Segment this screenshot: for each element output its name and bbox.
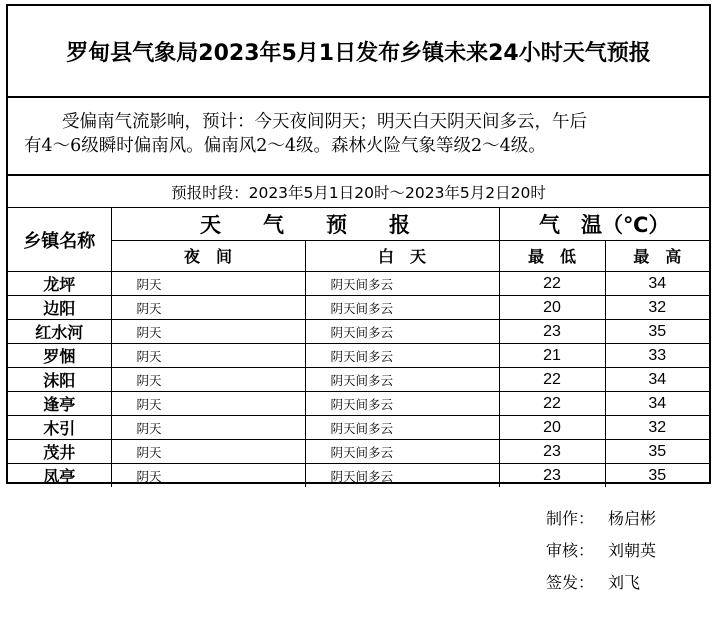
high-temp-cell: 33	[605, 344, 709, 368]
table-row	[8, 320, 709, 344]
forecast-table	[8, 207, 709, 487]
table-row	[8, 440, 709, 464]
signature-made	[546, 506, 656, 529]
night-weather-cell: 阴天	[111, 344, 305, 368]
night-weather-cell: 阴天	[111, 392, 305, 416]
day-weather-cell: 阴天间多云	[305, 464, 499, 488]
table-row	[8, 272, 709, 296]
high-temp-cell: 32	[605, 296, 709, 320]
high-temp-cell: 35	[605, 464, 709, 488]
signature-issue	[546, 570, 640, 593]
header-day: 白 天	[305, 240, 499, 272]
town-cell: 茂井	[8, 440, 111, 464]
table-row	[8, 296, 709, 320]
day-weather-cell: 阴天间多云	[305, 272, 499, 296]
night-weather-cell: 阴天	[111, 416, 305, 440]
header-high: 最 高	[605, 240, 709, 272]
day-weather-cell: 阴天间多云	[305, 296, 499, 320]
header-night: 夜 间	[111, 240, 305, 272]
low-temp-cell: 22	[499, 368, 605, 392]
header-forecast: 天 气 预 报	[111, 208, 499, 241]
low-temp-cell: 20	[499, 416, 605, 440]
low-temp-cell: 22	[499, 272, 605, 296]
night-weather-cell: 阴天	[111, 464, 305, 488]
review-name: 刘朝英	[608, 541, 657, 560]
notice-line-2: 有4～6级瞬时偏南风。偏南风2～4级。森林火险气象等级2～4级。	[24, 136, 546, 156]
low-temp-cell: 23	[499, 440, 605, 464]
table-row	[8, 392, 709, 416]
day-weather-cell: 阴天间多云	[305, 392, 499, 416]
forecast-document	[6, 4, 711, 484]
high-temp-cell: 34	[605, 272, 709, 296]
document-title: 罗甸县气象局2023年5月1日发布乡镇未来24小时天气预报	[8, 6, 709, 98]
high-temp-cell: 35	[605, 440, 709, 464]
high-temp-cell: 34	[605, 368, 709, 392]
day-weather-cell: 阴天间多云	[305, 344, 499, 368]
town-cell: 逢亭	[8, 392, 111, 416]
night-weather-cell: 阴天	[111, 296, 305, 320]
high-temp-cell: 34	[605, 392, 709, 416]
low-temp-cell: 22	[499, 392, 605, 416]
town-cell: 罗悃	[8, 344, 111, 368]
night-weather-cell: 阴天	[111, 272, 305, 296]
signature-review	[546, 538, 656, 561]
town-cell: 木引	[8, 416, 111, 440]
header-temperature: 气 温（℃）	[499, 208, 709, 241]
issue-name: 刘飞	[608, 573, 641, 592]
low-temp-cell: 23	[499, 320, 605, 344]
day-weather-cell: 阴天间多云	[305, 416, 499, 440]
town-cell: 龙坪	[8, 272, 111, 296]
night-weather-cell: 阴天	[111, 440, 305, 464]
town-cell: 边阳	[8, 296, 111, 320]
table-row	[8, 368, 709, 392]
high-temp-cell: 35	[605, 320, 709, 344]
high-temp-cell: 32	[605, 416, 709, 440]
night-weather-cell: 阴天	[111, 320, 305, 344]
day-weather-cell: 阴天间多云	[305, 320, 499, 344]
town-cell: 红水河	[8, 320, 111, 344]
forecast-notice	[8, 96, 709, 176]
table-row	[8, 416, 709, 440]
day-weather-cell: 阴天间多云	[305, 368, 499, 392]
forecast-period: 预报时段：2023年5月1日20时～2023年5月2日20时	[8, 176, 709, 208]
town-cell: 沫阳	[8, 368, 111, 392]
review-label: 审核：	[546, 541, 595, 560]
night-weather-cell: 阴天	[111, 368, 305, 392]
header-town: 乡镇名称	[8, 208, 111, 272]
day-weather-cell: 阴天间多云	[305, 440, 499, 464]
low-temp-cell: 21	[499, 344, 605, 368]
made-label: 制作：	[546, 509, 595, 528]
made-name: 杨启彬	[608, 509, 657, 528]
table-row	[8, 344, 709, 368]
header-low: 最 低	[499, 240, 605, 272]
notice-line-1: 受偏南气流影响，预计：今天夜间阴天；明天白天阴天间多云，午后	[62, 112, 587, 132]
low-temp-cell: 20	[499, 296, 605, 320]
issue-label: 签发：	[546, 573, 595, 592]
table-row	[8, 464, 709, 488]
town-cell: 凤亭	[8, 464, 111, 488]
low-temp-cell: 23	[499, 464, 605, 488]
